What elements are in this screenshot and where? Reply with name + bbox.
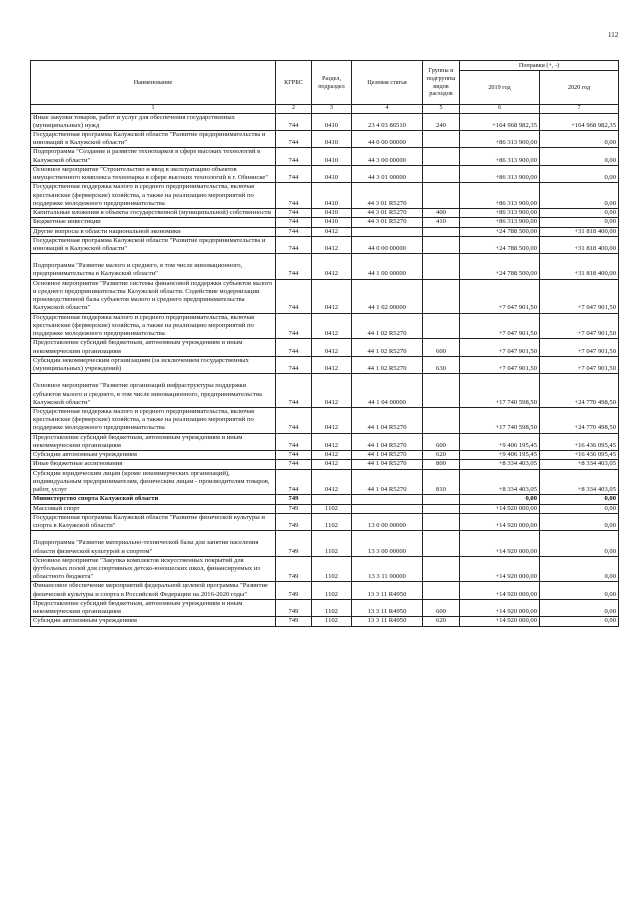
row-expense-group: 630	[423, 356, 460, 373]
row-expense-group	[423, 148, 460, 165]
table-row	[31, 451, 619, 460]
row-section: 0412	[312, 339, 352, 356]
row-kgrbs: 744	[276, 374, 312, 408]
row-target: 44 3 01 R5270	[352, 209, 423, 218]
row-expense-group	[423, 130, 460, 147]
header-target: Целевая статья	[352, 61, 423, 105]
table-row	[31, 556, 619, 582]
row-kgrbs: 744	[276, 165, 312, 182]
row-expense-group	[423, 313, 460, 339]
row-expense-group	[423, 227, 460, 236]
row-section: 0410	[312, 113, 352, 130]
row-section: 1102	[312, 531, 352, 556]
table-row	[31, 279, 619, 313]
row-value-2020: +31 818 400,00	[540, 236, 619, 253]
row-kgrbs: 744	[276, 236, 312, 253]
row-target: 44 0 00 00000	[352, 130, 423, 147]
row-target: 44 1 02 R5270	[352, 313, 423, 339]
row-target: 23 4 03 86510	[352, 113, 423, 130]
row-value-2019: +24 788 500,00	[460, 227, 540, 236]
row-value-2020: 0,00	[540, 209, 619, 218]
row-expense-group	[423, 582, 460, 599]
row-section: 0412	[312, 236, 352, 253]
row-section: 0412	[312, 374, 352, 408]
row-section: 0412	[312, 433, 352, 450]
row-expense-group	[423, 556, 460, 582]
row-name: Финансовое обеспечение мероприятий федеральной целевой программы "Развитие физической культуры и спорта в Российской Федерации на 2016-2020 годы"	[31, 582, 276, 599]
row-target: 44 0 00 00000	[352, 236, 423, 253]
table-row	[31, 599, 619, 616]
budget-amendments-table	[30, 60, 619, 627]
row-value-2020: 0,00	[540, 556, 619, 582]
row-kgrbs: 749	[276, 582, 312, 599]
row-value-2019: +24 788 500,00	[460, 254, 540, 279]
table-row	[31, 374, 619, 408]
row-name: Государственная программа Калужской области "Развитие предпринимательства и инноваций в Калужской области"	[31, 130, 276, 147]
row-section: 0410	[312, 130, 352, 147]
row-kgrbs: 744	[276, 469, 312, 495]
row-value-2019: +14 920 000,00	[460, 504, 540, 513]
row-name: Подпрограмма "Развитие малого и среднего, в том числе инновационного, предпринимательства в Калужской области"	[31, 254, 276, 279]
row-value-2020: 0,00	[540, 599, 619, 616]
table-row	[31, 227, 619, 236]
row-kgrbs: 744	[276, 183, 312, 209]
row-name: Капитальные вложения в объекты государственной (муниципальной) собственности	[31, 209, 276, 218]
header-changes: Поправки (+, -)	[460, 61, 619, 71]
row-kgrbs: 744	[276, 356, 312, 373]
table-row	[31, 254, 619, 279]
row-value-2019: +9 406 195,45	[460, 451, 540, 460]
row-section: 1102	[312, 617, 352, 626]
row-target: 13 3 00 00000	[352, 531, 423, 556]
row-value-2020: +24 770 498,50	[540, 374, 619, 408]
row-target: 44 3 01 R5270	[352, 218, 423, 227]
row-value-2019: +14 920 000,00	[460, 531, 540, 556]
row-section: 0410	[312, 209, 352, 218]
row-value-2020: 0,00	[540, 183, 619, 209]
row-value-2020: 0,00	[540, 495, 619, 504]
row-value-2019: +86 313 900,00	[460, 148, 540, 165]
column-number-row	[31, 105, 619, 114]
row-value-2019: +86 313 900,00	[460, 209, 540, 218]
row-target: 44 3 01 R5270	[352, 183, 423, 209]
row-value-2020: 0,00	[540, 504, 619, 513]
col-number: 6	[460, 105, 540, 114]
row-name: Субсидии автономным учреждениям	[31, 617, 276, 626]
row-value-2019: +8 334 403,05	[460, 460, 540, 469]
row-expense-group	[423, 254, 460, 279]
row-name: Министерство спорта Калужской области	[31, 495, 276, 504]
row-kgrbs: 744	[276, 130, 312, 147]
row-expense-group: 240	[423, 113, 460, 130]
row-section	[312, 495, 352, 504]
row-value-2020: +31 818 400,00	[540, 254, 619, 279]
row-target: 13 3 11 00000	[352, 556, 423, 582]
row-expense-group: 620	[423, 451, 460, 460]
table-row	[31, 218, 619, 227]
row-value-2019: +14 920 000,00	[460, 617, 540, 626]
row-target: 13 3 11 R4950	[352, 582, 423, 599]
row-name: Предоставление субсидий бюджетным, автономным учреждениям и иным некоммерческим организациям	[31, 433, 276, 450]
row-value-2020: +16 436 095,45	[540, 451, 619, 460]
table-row	[31, 209, 619, 218]
table-row	[31, 513, 619, 530]
row-section: 1102	[312, 556, 352, 582]
row-value-2020: 0,00	[540, 148, 619, 165]
row-value-2019: +86 313 900,00	[460, 218, 540, 227]
row-kgrbs: 744	[276, 339, 312, 356]
col-number: 3	[312, 105, 352, 114]
row-target: 44 1 02 R5270	[352, 339, 423, 356]
row-value-2019: +8 334 403,05	[460, 469, 540, 495]
row-expense-group	[423, 513, 460, 530]
row-value-2019: +7 047 901,50	[460, 313, 540, 339]
row-value-2020: 0,00	[540, 617, 619, 626]
row-expense-group: 400	[423, 209, 460, 218]
table-row	[31, 495, 619, 504]
row-kgrbs: 744	[276, 113, 312, 130]
row-section: 0410	[312, 148, 352, 165]
row-expense-group: 810	[423, 469, 460, 495]
row-value-2019: +86 313 900,00	[460, 183, 540, 209]
table-row	[31, 339, 619, 356]
row-value-2019: +7 047 901,50	[460, 279, 540, 313]
row-kgrbs: 744	[276, 209, 312, 218]
row-name: Основное мероприятие "Закупка комплектов искусственных покрытий для футбольных полей для спортивных детско-юношеских школ, финансируемых из областного бюджета"	[31, 556, 276, 582]
table-row	[31, 236, 619, 253]
row-kgrbs: 749	[276, 495, 312, 504]
row-name: Подпрограмма "Создание и развитие технопарков в сфере высоких технологий в Калужской области"	[31, 148, 276, 165]
row-target: 44 1 02 00000	[352, 279, 423, 313]
row-section: 0412	[312, 451, 352, 460]
row-target	[352, 495, 423, 504]
row-target: 13 0 00 00000	[352, 513, 423, 530]
row-section: 0412	[312, 313, 352, 339]
page-number: 112	[608, 31, 619, 39]
row-kgrbs: 744	[276, 254, 312, 279]
col-number: 5	[423, 105, 460, 114]
row-target: 44 1 04 R5270	[352, 460, 423, 469]
row-value-2019: +17 740 598,50	[460, 408, 540, 434]
row-name: Основное мероприятие "Строительство и ввод в эксплуатацию объектов имущественного комплекса технопарка в сфере высоких технологий в г. Обнинске"	[31, 165, 276, 182]
row-kgrbs: 744	[276, 227, 312, 236]
row-name: Субсидии некоммерческим организациям (за исключением государственных (муниципальных) учреждений)	[31, 356, 276, 373]
header-2019: 2019 год	[460, 71, 540, 105]
row-value-2020: +7 047 901,50	[540, 279, 619, 313]
row-kgrbs: 744	[276, 148, 312, 165]
row-value-2019: +86 313 900,00	[460, 165, 540, 182]
row-kgrbs: 744	[276, 408, 312, 434]
col-number: 2	[276, 105, 312, 114]
row-value-2019: +14 920 000,00	[460, 556, 540, 582]
row-section: 1102	[312, 504, 352, 513]
table-row	[31, 408, 619, 434]
row-section: 0412	[312, 356, 352, 373]
row-expense-group	[423, 236, 460, 253]
table-row	[31, 531, 619, 556]
row-section: 0412	[312, 254, 352, 279]
row-value-2020: +7 047 901,50	[540, 356, 619, 373]
table-row	[31, 433, 619, 450]
row-value-2020: 0,00	[540, 582, 619, 599]
row-section: 0410	[312, 165, 352, 182]
row-kgrbs: 749	[276, 556, 312, 582]
row-name: Иные бюджетные ассигнования	[31, 460, 276, 469]
row-value-2020: 0,00	[540, 218, 619, 227]
table-row	[31, 460, 619, 469]
row-value-2019: +14 920 000,00	[460, 582, 540, 599]
row-expense-group	[423, 165, 460, 182]
table-row	[31, 165, 619, 182]
row-section: 0412	[312, 227, 352, 236]
row-name: Иные закупки товаров, работ и услуг для обеспечения государственных (муниципальных) нужд	[31, 113, 276, 130]
row-value-2019: +7 047 901,50	[460, 356, 540, 373]
row-expense-group: 600	[423, 599, 460, 616]
row-value-2020: +16 436 095,45	[540, 433, 619, 450]
row-kgrbs: 749	[276, 531, 312, 556]
row-kgrbs: 744	[276, 313, 312, 339]
col-number: 1	[31, 105, 276, 114]
row-section: 0410	[312, 183, 352, 209]
row-value-2020: 0,00	[540, 130, 619, 147]
table-row	[31, 113, 619, 130]
row-target: 44 1 04 R5270	[352, 451, 423, 460]
header-2020: 2020 год	[540, 71, 619, 105]
row-name: Предоставление субсидий бюджетным, автономным учреждениям и иным некоммерческим организациям	[31, 339, 276, 356]
row-target: 44 1 04 R5270	[352, 433, 423, 450]
row-name: Бюджетные инвестиции	[31, 218, 276, 227]
row-value-2019: +17 740 598,50	[460, 374, 540, 408]
row-name: Государственная программа Калужской области "Развитие физической культуры и спорта в Калужской области"	[31, 513, 276, 530]
row-section: 1102	[312, 513, 352, 530]
row-name: Государственная поддержка малого и среднего предпринимательства, включая крестьянские (фермерские) хозяйства, а также на реализацию мероприятий по поддержке молодежного предпринимательства	[31, 183, 276, 209]
row-value-2019: +7 047 901,50	[460, 339, 540, 356]
row-value-2019: +9 406 195,45	[460, 433, 540, 450]
row-kgrbs: 744	[276, 451, 312, 460]
header-name: Наименование	[31, 61, 276, 105]
row-value-2020: +8 334 403,05	[540, 460, 619, 469]
header-expense-group: Группы и подгруппы видов расходов	[423, 61, 460, 105]
row-name: Другие вопросы в области национальной экономики	[31, 227, 276, 236]
row-kgrbs: 749	[276, 599, 312, 616]
row-target: 44 3 01 00000	[352, 165, 423, 182]
row-target: 44 1 02 R5270	[352, 356, 423, 373]
row-expense-group	[423, 531, 460, 556]
row-expense-group	[423, 504, 460, 513]
table-row	[31, 130, 619, 147]
row-kgrbs: 749	[276, 513, 312, 530]
row-kgrbs: 744	[276, 279, 312, 313]
row-target: 44 1 04 R5270	[352, 469, 423, 495]
table-row	[31, 148, 619, 165]
row-value-2019: +164 968 982,35	[460, 113, 540, 130]
row-expense-group: 800	[423, 460, 460, 469]
row-name: Основное мероприятие "Развитие организаций инфраструктуры поддержки субъектов малого и среднего, в том числе инновационного, предпринимательства Калужской области"	[31, 374, 276, 408]
row-kgrbs: 749	[276, 617, 312, 626]
row-section: 1102	[312, 599, 352, 616]
row-value-2020: +7 047 901,50	[540, 313, 619, 339]
row-value-2019: +14 920 000,00	[460, 599, 540, 616]
row-target: 44 1 04 R5270	[352, 408, 423, 434]
table-row	[31, 617, 619, 626]
row-value-2019: +86 313 900,00	[460, 130, 540, 147]
row-expense-group	[423, 495, 460, 504]
row-name: Государственная программа Калужской области "Развитие предпринимательства и инноваций в Калужской области"	[31, 236, 276, 253]
row-value-2020: 0,00	[540, 513, 619, 530]
table-row	[31, 582, 619, 599]
row-name: Массовый спорт	[31, 504, 276, 513]
row-value-2020: +31 818 400,00	[540, 227, 619, 236]
row-value-2020: 0,00	[540, 531, 619, 556]
row-name: Основное мероприятие "Развитие системы финансовой поддержки субъектов малого и среднего предпринимательства Калужской области. Содействие модернизации производственной базы субъектов малого и среднего предпринимательства Калужской области"	[31, 279, 276, 313]
table-row	[31, 313, 619, 339]
col-number: 4	[352, 105, 423, 114]
row-name: Субсидии автономным учреждениям	[31, 451, 276, 460]
table-row	[31, 504, 619, 513]
row-target: 13 3 11 R4950	[352, 617, 423, 626]
row-value-2019: +24 788 500,00	[460, 236, 540, 253]
row-name: Предоставление субсидий бюджетным, автономным учреждениям и иным некоммерческим организациям	[31, 599, 276, 616]
row-value-2020: +7 047 901,50	[540, 339, 619, 356]
row-target: 44 1 00 00000	[352, 254, 423, 279]
row-kgrbs: 749	[276, 504, 312, 513]
row-value-2019: +14 920 000,00	[460, 513, 540, 530]
row-name: Государственная поддержка малого и среднего предпринимательства, включая крестьянские (фермерские) хозяйства, а также на реализацию мероприятий по поддержке молодежного предпринимательства	[31, 408, 276, 434]
header-kgrbs: КГРБС	[276, 61, 312, 105]
row-target: 13 3 11 R4950	[352, 599, 423, 616]
row-value-2020: 0,00	[540, 165, 619, 182]
row-expense-group: 620	[423, 617, 460, 626]
row-value-2020: +164 968 982,35	[540, 113, 619, 130]
row-target	[352, 227, 423, 236]
row-name: Государственная поддержка малого и среднего предпринимательства, включая крестьянские (фермерские) хозяйства, а также на реализацию мероприятий по поддержке молодежного предпринимательства	[31, 313, 276, 339]
col-number: 7	[540, 105, 619, 114]
row-expense-group: 600	[423, 339, 460, 356]
table-row	[31, 469, 619, 495]
row-expense-group	[423, 279, 460, 313]
row-kgrbs: 744	[276, 433, 312, 450]
row-name: Субсидии юридическим лицам (кроме некоммерческих организаций), индивидуальным предпринимателям, физическим лицам - производителям товаров, работ, услуг	[31, 469, 276, 495]
row-section: 0412	[312, 469, 352, 495]
header-section: Раздел, подраздел	[312, 61, 352, 105]
row-name: Подпрограмма "Развитие материально-технической базы для занятия населения области физической культурой и спортом"	[31, 531, 276, 556]
row-kgrbs: 744	[276, 460, 312, 469]
row-section: 1102	[312, 582, 352, 599]
row-section: 0412	[312, 279, 352, 313]
row-expense-group	[423, 374, 460, 408]
row-expense-group	[423, 408, 460, 434]
row-section: 0412	[312, 460, 352, 469]
row-expense-group: 410	[423, 218, 460, 227]
table-row	[31, 356, 619, 373]
row-target: 44 3 00 00000	[352, 148, 423, 165]
row-expense-group	[423, 183, 460, 209]
row-expense-group: 600	[423, 433, 460, 450]
row-target: 44 1 04 00000	[352, 374, 423, 408]
row-value-2020: +24 770 498,50	[540, 408, 619, 434]
row-section: 0412	[312, 408, 352, 434]
table-row	[31, 183, 619, 209]
row-value-2020: +8 334 403,05	[540, 469, 619, 495]
row-target	[352, 504, 423, 513]
row-value-2019: 0,00	[460, 495, 540, 504]
row-section: 0410	[312, 218, 352, 227]
row-kgrbs: 744	[276, 218, 312, 227]
